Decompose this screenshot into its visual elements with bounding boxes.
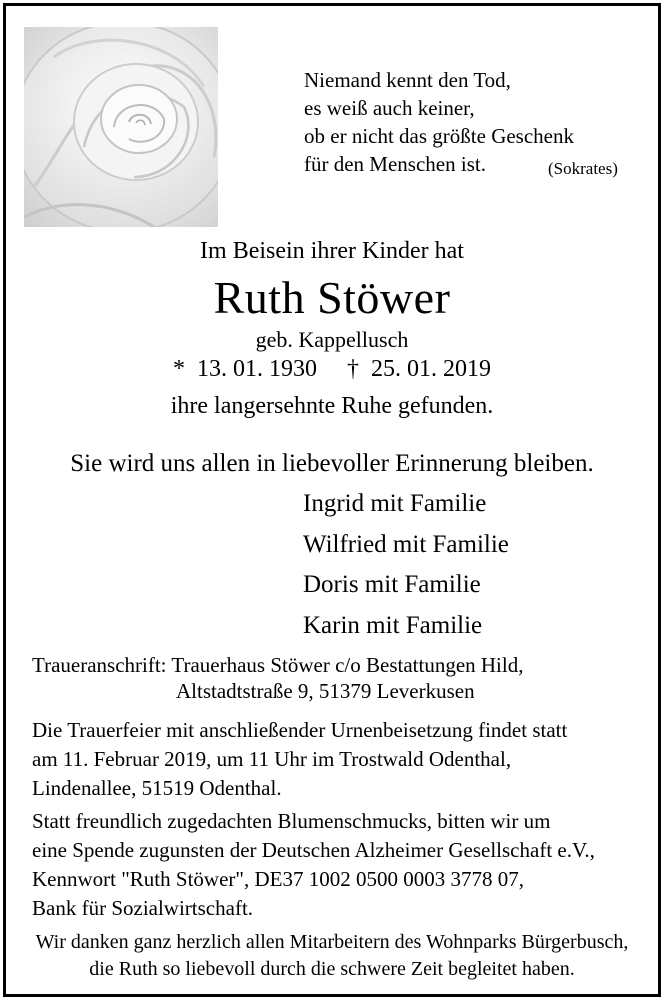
thanks-block (0, 929, 664, 983)
family-member: Karin mit Familie (303, 612, 483, 639)
ceremony-line: Lindenallee, 51519 Odenthal. (32, 776, 282, 800)
life-dates: * 13. 01. 1930 † 25. 01. 2019 (173, 356, 491, 382)
memory-line: Sie wird uns allen in liebevoller Erinnerung bleiben. (70, 450, 594, 477)
ceremony-info (32, 716, 567, 803)
rest-line: ihre langersehnte Ruhe gefunden. (170, 393, 494, 419)
quote-line: Niemand kennt den Tod, (304, 68, 511, 92)
ceremony-line: Die Trauerfeier mit anschließender Urnenbeisetzung findet statt (32, 718, 568, 742)
white-rose-image (24, 27, 218, 227)
quote-source: (Sokrates) (548, 159, 618, 178)
thanks-line: die Ruth so liebevoll durch die schwere Zeit begleitet haben. (89, 958, 575, 980)
address-line-1: Traueranschrift: Trauerhaus Stöwer c/o Bestattungen Hild, (32, 653, 524, 677)
deceased-name: Ruth Stöwer (213, 272, 451, 323)
ceremony-line: am 11. Februar 2019, um 11 Uhr im Trostwald Odenthal, (32, 747, 512, 771)
birth-name: geb. Kappellusch (255, 327, 409, 352)
family-member: Ingrid mit Familie (303, 490, 487, 517)
quote-line: ob er nicht das größte Geschenk (304, 124, 574, 148)
donation-line: Kennwort "Ruth Stöwer", DE37 1002 0500 0003 3778 07, (32, 867, 524, 891)
donation-line: Bank für Sozialwirtschaft. (32, 896, 254, 920)
quote-line: für den Menschen ist. (304, 152, 486, 176)
announcement-intro: Im Beisein ihrer Kinder hat (200, 238, 464, 264)
donation-line: Statt freundlich zugedachten Blumenschmucks, bitten wir um (32, 809, 551, 833)
family-member: Wilfried mit Familie (303, 531, 509, 558)
address-line-2: Altstadtstraße 9, 51379 Leverkusen (176, 679, 475, 703)
thanks-line: Wir danken ganz herzlich allen Mitarbeitern des Wohnparks Bürgerbusch, (35, 931, 629, 953)
quote-line: es weiß auch keiner, (304, 96, 475, 120)
donation-line: eine Spende zugunsten der Deutschen Alzheimer Gesellschaft e.V., (32, 838, 595, 862)
quote-block (304, 66, 574, 178)
rose-icon (24, 27, 218, 227)
donation-info (32, 807, 595, 923)
family-member: Doris mit Familie (303, 571, 481, 598)
